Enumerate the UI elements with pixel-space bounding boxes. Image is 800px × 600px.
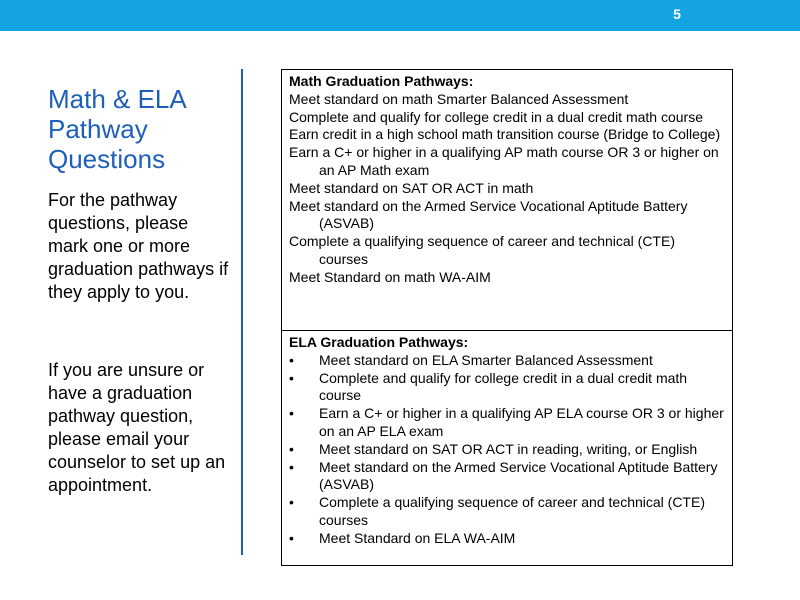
bullet-icon: • [289,351,294,368]
ela-pathway-item [289,494,726,530]
math-pathway-item: Complete a qualifying sequence of career and technical (CTE) courses [289,233,675,267]
math-pathway-item: Complete and qualify for college credit in a dual credit math course [289,108,703,125]
math-pathways-list [289,91,726,287]
ela-pathways-box [281,330,733,566]
ela-pathway-item [289,370,726,406]
ela-pathway-text: Meet standard on the Armed Service Vocational Aptitude Battery (ASVAB) [319,458,718,493]
math-pathway-item: Meet standard on the Armed Service Vocational Aptitude Battery (ASVAB) [289,197,688,232]
math-pathway-item: Earn a C+ or higher in a qualifying AP math course OR 3 or higher on an AP Math exam [289,144,719,178]
bullet-icon: • [289,529,294,546]
ela-pathways-list [289,352,726,548]
ela-pathway-item [289,441,726,459]
ela-pathway-text: Complete and qualify for college credit in a dual credit math course [319,369,688,404]
bullet-icon: • [289,494,294,511]
ela-pathway-item [289,352,726,370]
ela-pathway-text: Earn a C+ or higher in a qualifying AP ELA course OR 3 or higher on an AP ELA exam [319,405,724,439]
math-pathways-heading: Math Graduation Pathways: [289,73,474,89]
ela-pathway-text: Meet standard on ELA Smarter Balanced Assessment [319,351,653,368]
ela-pathway-text: Meet standard on SAT OR ACT in reading, writing, or English [319,440,698,457]
ela-pathway-text: Complete a qualifying sequence of career and technical (CTE) courses [319,494,705,528]
contact-paragraph: If you are unsure or have a graduation pathway question, please email your counselor to set up an appointment. [48,360,226,495]
bullet-icon: • [289,458,294,475]
math-pathway-item: Earn credit in a high school math transition course (Bridge to College) [289,126,721,143]
math-pathway-item: Meet Standard on math WA-AIM [289,268,491,285]
bullet-icon: • [289,369,294,386]
slide-number: 5 [673,6,681,22]
math-pathways-box [281,69,733,331]
header-bar [0,0,800,31]
ela-pathway-text: Meet Standard on ELA WA-AIM [319,529,516,546]
intro-paragraph: For the pathway questions, please mark one or more graduation pathways if they apply to you. [48,190,229,302]
divider-line [241,69,243,555]
ela-pathway-item [289,459,726,495]
math-pathway-item: Meet standard on math Smarter Balanced Assessment [289,90,629,107]
ela-pathway-item [289,405,726,441]
ela-pathway-item [289,530,726,548]
ela-pathways-heading: ELA Graduation Pathways: [289,334,469,350]
math-pathway-item: Meet standard on SAT OR ACT in math [289,179,534,196]
bullet-icon: • [289,405,294,422]
slide-title: Math & ELA Pathway Questions [48,84,186,174]
bullet-icon: • [289,440,294,457]
